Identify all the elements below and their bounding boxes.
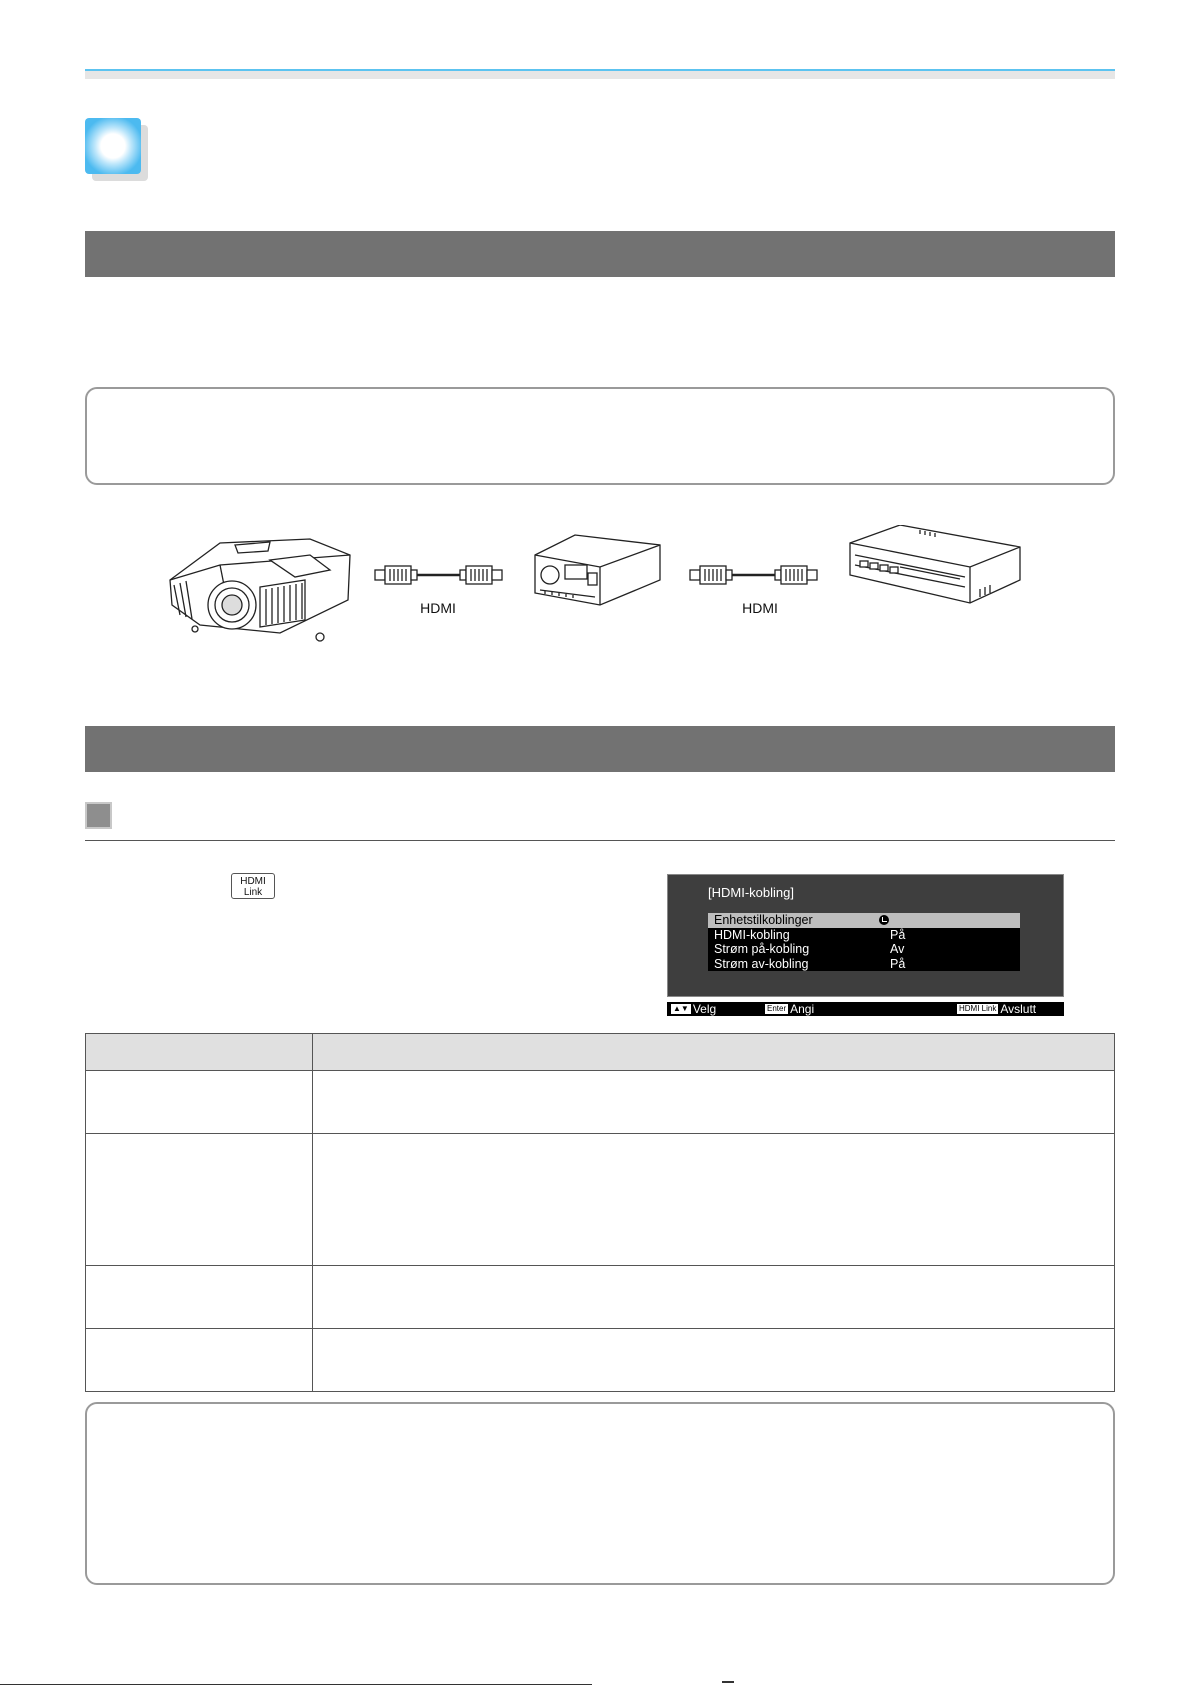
osd-footer-exit-label: Avslutt xyxy=(1000,1002,1037,1016)
osd-row-value: På xyxy=(890,956,906,971)
osd-row-strom-av-kobling[interactable] xyxy=(708,957,1020,972)
osd-footer-select-label: Velg xyxy=(692,1002,717,1016)
arrow-keys-icon: ▲▼ xyxy=(673,1004,689,1013)
enter-key-icon: Enter xyxy=(767,1004,787,1013)
osd-row-label: Strøm av-kobling xyxy=(714,956,809,971)
connection-figure xyxy=(160,525,1040,655)
osd-footer-exit xyxy=(957,1002,1036,1016)
osd-row-value: På xyxy=(890,927,906,942)
osd-row-label: Enhetstilkoblinger xyxy=(714,913,813,927)
note-box-1 xyxy=(85,387,1115,485)
table-cell xyxy=(313,1071,1115,1134)
table-row xyxy=(86,1329,1115,1392)
hdmi-label-1: HDMI xyxy=(420,600,456,616)
hdmi-link-button[interactable] xyxy=(231,873,275,899)
table-cell xyxy=(86,1266,313,1329)
osd-title: [HDMI-kobling] xyxy=(708,885,794,900)
table-header-cell xyxy=(313,1034,1115,1071)
hdmi-label-2: HDMI xyxy=(742,600,778,616)
osd-menu-panel xyxy=(667,874,1064,997)
section-bar-2 xyxy=(85,726,1115,772)
table-row xyxy=(86,1134,1115,1266)
osd-row-enhetstilkoblinger[interactable] xyxy=(708,913,1020,928)
projector-icon xyxy=(170,539,350,641)
table-cell xyxy=(313,1134,1115,1266)
osd-row-label: HDMI-kobling xyxy=(714,927,790,942)
settings-table xyxy=(85,1033,1115,1392)
disc-player-icon xyxy=(850,525,1020,603)
osd-menu-list xyxy=(708,913,1020,971)
osd-row-strom-pa-kobling[interactable] xyxy=(708,942,1020,957)
header-rule xyxy=(85,69,1115,79)
subsection-marker xyxy=(85,802,112,829)
table-cell xyxy=(86,1071,313,1134)
osd-row-label: Strøm på-kobling xyxy=(714,942,810,956)
table-cell xyxy=(313,1329,1115,1392)
osd-footer xyxy=(667,1002,1064,1016)
subsection-rule xyxy=(85,840,1115,841)
osd-row-value: Av xyxy=(890,942,905,956)
osd-footer-select xyxy=(671,1002,716,1016)
enter-icon xyxy=(879,915,889,925)
table-row xyxy=(86,1266,1115,1329)
hdmi-link-key-icon: HDMI Link xyxy=(959,1004,997,1013)
table-header-cell xyxy=(86,1034,313,1071)
hdmi-cable-icon xyxy=(375,566,502,584)
footer-tick xyxy=(722,1681,734,1683)
av-receiver-icon xyxy=(535,535,660,605)
table-row xyxy=(86,1071,1115,1134)
chapter-icon xyxy=(85,118,141,174)
note-box-2 xyxy=(85,1402,1115,1585)
table-cell xyxy=(86,1134,313,1266)
osd-footer-enter-label: Angi xyxy=(790,1002,815,1016)
hdmi-cable-icon xyxy=(690,566,817,584)
table-cell xyxy=(86,1329,313,1392)
section-bar-1 xyxy=(85,231,1115,277)
table-cell xyxy=(313,1266,1115,1329)
osd-footer-enter xyxy=(765,1002,814,1016)
table-header-row xyxy=(86,1034,1115,1071)
hdmi-link-button-line1: HDMI xyxy=(240,876,266,887)
osd-row-hdmi-kobling[interactable] xyxy=(708,928,1020,943)
hdmi-link-button-line2: Link xyxy=(243,887,263,898)
